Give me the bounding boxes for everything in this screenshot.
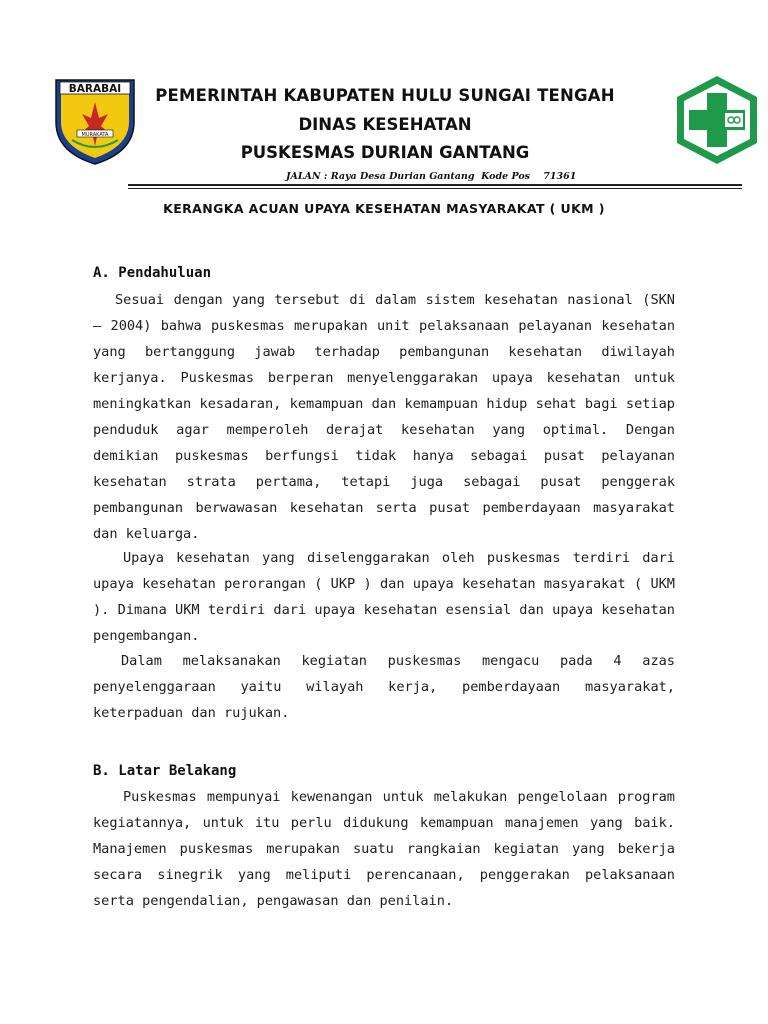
document-title: KERANGKA ACUAN UPAYA KESEHATAN MASYARAKAT ( UKM ) bbox=[163, 201, 605, 216]
letterhead-address: JALAN : Raya Desa Durian Gantang Kode Pos 71361 bbox=[286, 171, 577, 182]
svg-text:MURAKATA: MURAKATA bbox=[81, 132, 109, 138]
paragraph-pendahuluan-2: Upaya kesehatan yang diselenggarakan oleh puskesmas terdiri dari upaya kesehatan perorangan ( UKP ) dan upaya kesehatan masyarakat ( UKM ). Dimana UKM terdiri dari upaya kesehatan esensial dan upaya kesehatan pengembangan. bbox=[93, 550, 675, 644]
letterhead-rule-thin bbox=[128, 188, 742, 189]
puskesmas-cross-logo-icon bbox=[673, 73, 761, 167]
section-heading-latar-belakang: B. Latar Belakang bbox=[93, 763, 237, 779]
section-heading-pendahuluan: A. Pendahuluan bbox=[93, 265, 212, 281]
letterhead-government: PEMERINTAH KABUPATEN HULU SUNGAI TENGAH bbox=[155, 86, 615, 105]
letterhead-puskesmas: PUSKESMAS DURIAN GANTANG bbox=[240, 143, 530, 162]
svg-text:BARABAI: BARABAI bbox=[68, 83, 122, 95]
paragraph-latar-belakang-1: Puskesmas mempunyai kewenangan untuk melakukan pengelolaan program kegiatannya, untuk itu perlu didukung kemampuan manajemen yang baik. Manajemen puskesmas merupakan suatu rangkaian kegiatan yang bekerja secara sinegrik yang meliputi perencanaan, penggerakan pelaksanaan serta pengendalian, pengawasan dan penilain. bbox=[93, 789, 675, 909]
letterhead-rule-thick bbox=[128, 184, 742, 186]
letterhead-department: DINAS KESEHATAN bbox=[298, 115, 472, 134]
paragraph-pendahuluan-3: Dalam melaksanakan kegiatan puskesmas mengacu pada 4 azas penyelenggaraan yaitu wilayah kerja, pemberdayaan masyarakat, keterpaduan dan rujukan. bbox=[93, 653, 675, 721]
barabai-crest-logo bbox=[52, 74, 138, 166]
paragraph-pendahuluan-1: Sesuai dengan yang tersebut di dalam sistem kesehatan nasional (SKN – 2004) bahwa puskesmas merupakan unit pelaksanaan pelayanan kesehatan yang bertanggung jawab terhadap pembangunan kesehatan diwilayah kerjanya. Puskesmas berperan menyelenggarakan upaya kesehatan untuk meningkatkan kesadaran, kemampuan dan kemampuan hidup sehat bagi setiap penduduk agar memperoleh derajat kesehatan yang optimal. Dengan demikian puskesmas berfungsi tidak hanya sebagai pusat pelayanan kesehatan strata pertama, tetapi juga sebagai pusat penggerak pembangunan berwawasan kesehatan serta pusat pemberdayaan masyarakat dan keluarga. bbox=[93, 292, 675, 542]
